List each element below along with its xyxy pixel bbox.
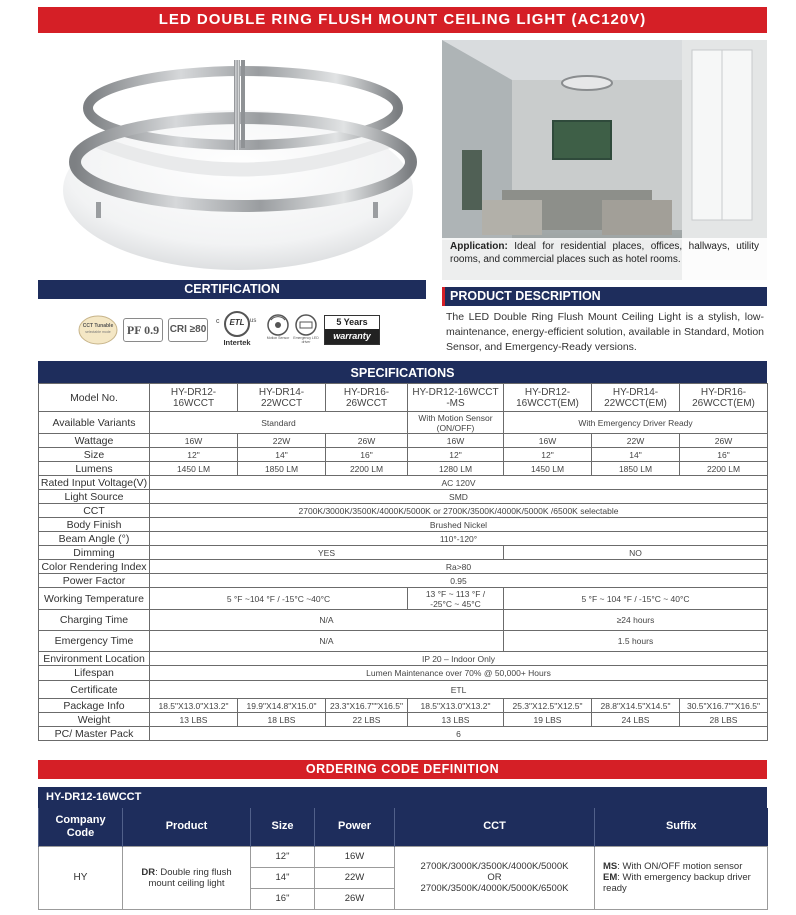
ordering-header-row [39,808,768,846]
spec-row-size [39,448,768,462]
spec-row-package [39,699,768,713]
spec-label: Weight [39,713,150,727]
spec-value: Lumen Maintenance over 70% @ 50,000+ Hours [150,666,768,681]
spec-label: Lumens [39,462,150,476]
warranty-label: warranty [325,329,379,344]
spec-value: ETL [150,681,768,699]
spec-value: 28 LBS [680,713,768,727]
product-description: The LED Double Ring Flush Mount Ceiling Light is a stylish, low-maintenance, energy-efficient solution, available in Standard, Motion Sensor, and Emergency-Ready versions. [446,311,764,353]
spec-value: 18 LBS [238,713,326,727]
spec-value: 1.5 hours [504,631,768,652]
spec-value: 12" [408,448,504,462]
spec-row-variants [39,412,768,434]
power-value: 16W [315,846,395,867]
application-image [442,40,767,280]
spec-label: Working Temperature [39,588,150,610]
model-cell: HY-DR12- 16WCCT(EM) [504,384,592,412]
spec-value: 16" [680,448,768,462]
spec-value: 1450 LM [504,462,592,476]
spec-value: 13 LBS [150,713,238,727]
ordering-header: ORDERING CODE DEFINITION [38,760,767,779]
spec-row-model [39,384,768,412]
spec-value: With Emergency Driver Ready [504,412,768,434]
spec-row-lifespan [39,666,768,681]
spec-value: ≥24 hours [504,610,768,631]
spec-value: AC 120V [150,476,768,490]
model-cell: HY-DR14- 22WCCT(EM) [592,384,680,412]
spec-label: Lifespan [39,666,150,681]
cct-tunable-label: CCT Tunable [82,323,114,329]
spec-value: 0.95 [150,574,768,588]
model-cell: HY-DR16- 26WCCT [326,384,408,412]
spec-value: 2700K/3000K/3500K/4000K/5000K or 2700K/3500K/4000K/5000K /6500K selectable [150,504,768,518]
spec-value: N/A [150,631,504,652]
etl-mark: ETL [229,318,245,327]
spec-value: Standard [150,412,408,434]
spec-label: Beam Angle (°) [39,532,150,546]
spec-label: Wattage [39,434,150,448]
ordering-example-code: HY-DR12-16WCCT [38,787,767,808]
spec-label: Model No. [39,384,150,412]
spec-value: 25.3"X12.5"X12.5" [504,699,592,713]
spec-row-pf [39,574,768,588]
spec-value: 2200 LM [680,462,768,476]
spec-value: 23.3"X16.7""X16.5" [326,699,408,713]
spec-row-beam [39,532,768,546]
spec-value: 28.8"X14.5"X14.5" [592,699,680,713]
page-title: LED DOUBLE RING FLUSH MOUNT CEILING LIGHT (AC120V) [38,7,767,33]
model-cell: HY-DR14- 22WCCT [238,384,326,412]
cct-tunable-icon [78,315,118,345]
spec-value: SMD [150,490,768,504]
spec-value: N/A [150,610,504,631]
spec-value: 16" [326,448,408,462]
spec-row-dimming [39,546,768,560]
spec-value: 26W [680,434,768,448]
column-size: Size [251,808,315,846]
spec-value: 18.5"X13.0"X13.2" [408,699,504,713]
etl-listed-icon [214,310,260,348]
suffix-options: MS: With ON/OFF motion sensor EM: With emergency backup driver ready [595,846,768,909]
specifications-table [38,383,768,741]
spec-label: Environment Location [39,652,150,666]
warranty-badge [324,315,380,345]
spec-row-temperature [39,588,768,610]
cri-badge: CRI ≥80 [168,318,208,342]
spec-label: Light Source [39,490,150,504]
column-cct: CCT [395,808,595,846]
motion-sensor-icon [266,314,290,344]
warranty-years: 5 Years [336,317,368,327]
spec-value: 12" [504,448,592,462]
specifications-header: SPECIFICATIONS [38,361,767,383]
spec-row-cct [39,504,768,518]
spec-row-source [39,490,768,504]
specifications-section [38,361,767,741]
application-caption [442,238,767,280]
spec-row-lumens [39,462,768,476]
spec-label: Available Variants [39,412,150,434]
emergency-driver-label: Emergency LED driver [293,336,319,344]
spec-label: Emergency Time [39,631,150,652]
spec-value: With Motion Sensor (ON/OFF) [408,412,504,434]
spec-value: 30.5"X16.7""X16.5" [680,699,768,713]
column-product: Product [123,808,251,846]
spec-value: 13 °F ~ 113 °F / -25°C ~ 45°C [408,588,504,610]
spec-row-environment [39,652,768,666]
description-header: PRODUCT DESCRIPTION [442,287,767,306]
size-value: 12" [251,846,315,867]
spec-label: Charging Time [39,610,150,631]
power-value: 26W [315,888,395,909]
column-suffix: Suffix [595,808,768,846]
spec-row-charging [39,610,768,631]
product-code: DR: Double ring flush mount ceiling light [123,846,251,909]
cct-options: 2700K/3000K/3500K/4000K/5000K OR 2700K/3500K/4000K/5000K/6500K [395,846,595,909]
power-value: 22W [315,867,395,888]
column-power: Power [315,808,395,846]
spec-label: PC/ Master Pack [39,727,150,741]
emergency-driver-icon [294,314,318,344]
spec-row-wattage [39,434,768,448]
spec-value: 12" [150,448,238,462]
spec-value: IP 20 – Indoor Only [150,652,768,666]
spec-label: Certificate [39,681,150,699]
spec-row-finish [39,518,768,532]
motion-sensor-label: Motion Sensor [266,336,290,340]
spec-value: 1850 LM [238,462,326,476]
ordering-table [38,808,768,910]
spec-value: 13 LBS [408,713,504,727]
model-cell: HY-DR16- 26WCCT(EM) [680,384,768,412]
spec-row-emergency [39,631,768,652]
intertek-label: Intertek [223,338,251,347]
spec-value: 22W [238,434,326,448]
model-cell: HY-DR12-16WCCT -MS [408,384,504,412]
spec-label: Rated Input Voltage(V) [39,476,150,490]
spec-value: 16W [150,434,238,448]
spec-label: Power Factor [39,574,150,588]
spec-value: 110°-120° [150,532,768,546]
size-value: 14" [251,867,315,888]
certification-badges [78,310,398,350]
spec-value: 1850 LM [592,462,680,476]
cct-tunable-sublabel: selectable mode [85,330,111,334]
spec-row-weight [39,713,768,727]
etl-c-mark: c [216,318,220,325]
etl-us-mark: us [250,318,257,324]
model-cell: HY-DR12- 16WCCT [150,384,238,412]
spec-value: 14" [238,448,326,462]
application-text: Ideal for residential places, offices, hallways, utility rooms, and commercial places such as hotel rooms. [450,241,760,265]
spec-value: 22W [592,434,680,448]
certification-header: CERTIFICATION [38,280,426,299]
spec-value: 16W [504,434,592,448]
spec-row-pack [39,727,768,741]
spec-label: Body Finish [39,518,150,532]
spec-value: 19 LBS [504,713,592,727]
pf-badge: PF 0.9 [123,318,163,342]
spec-value: 6 [150,727,768,741]
spec-value: 2200 LM [326,462,408,476]
spec-value: 22 LBS [326,713,408,727]
spec-label: CCT [39,504,150,518]
spec-row-voltage [39,476,768,490]
column-company: Company Code [39,808,123,846]
spec-value: 1280 LM [408,462,504,476]
product-image [38,40,430,272]
spec-value: Ra>80 [150,560,768,574]
spec-value: 24 LBS [592,713,680,727]
spec-value: NO [504,546,768,560]
spec-value: 16W [408,434,504,448]
spec-value: 18.5"X13.0"X13.2" [150,699,238,713]
spec-label: Package Info [39,699,150,713]
spec-value: Brushed Nickel [150,518,768,532]
spec-value: 19.9"X14.8"X15.0" [238,699,326,713]
spec-value: 5 °F ~ 104 °F / -15°C ~ 40°C [504,588,768,610]
application-label: Application: [450,241,508,252]
spec-label: Size [39,448,150,462]
spec-value: 5 °F ~104 °F / -15°C ~40°C [150,588,408,610]
spec-value: 14" [592,448,680,462]
spec-value: 1450 LM [150,462,238,476]
spec-row-cri [39,560,768,574]
spec-label: Dimming [39,546,150,560]
spec-value: 26W [326,434,408,448]
spec-row-certificate [39,681,768,699]
spec-value: YES [150,546,504,560]
size-value: 16" [251,888,315,909]
ordering-section [38,787,767,910]
spec-label: Color Rendering Index [39,560,150,574]
company-code: HY [39,846,123,909]
ordering-row [39,846,768,867]
